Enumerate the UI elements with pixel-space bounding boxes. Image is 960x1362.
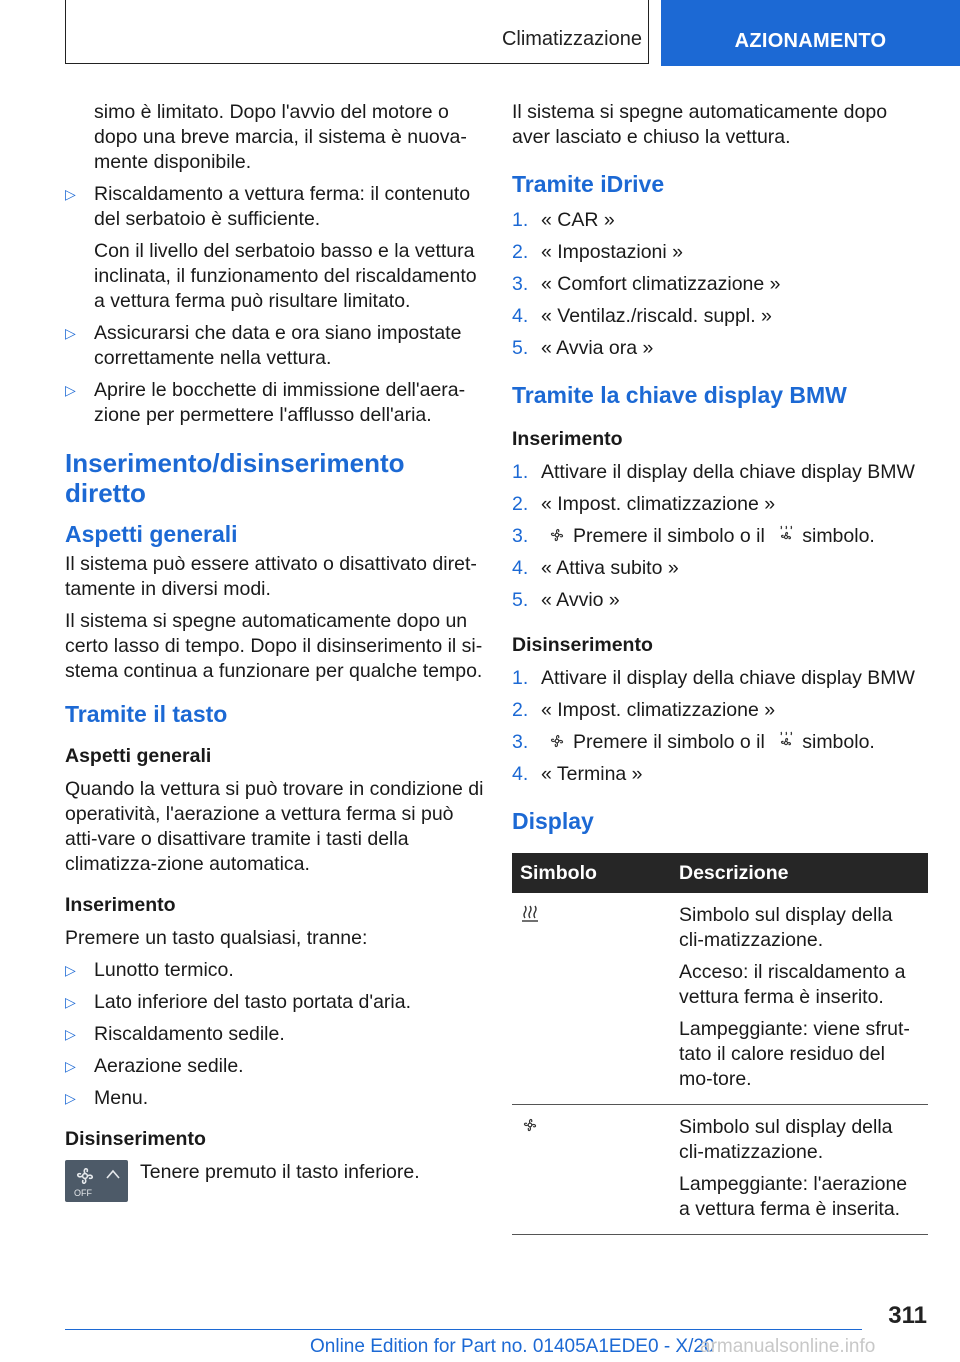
fan-icon [547,525,567,545]
section-title: Climatizzazione [501,28,642,50]
description-cell: Simbolo sul display della cli-matizzazione. Lampeggiante: l'aerazione a vettura ferma è inserita. [671,1105,928,1235]
list-item: ▷ Menu. [65,1087,149,1109]
symbol-cell [512,1105,671,1235]
list-item: 1. Attivare il display della chiave display BMW [512,667,915,689]
list-item: 2. « Impost. climatizzazione » [512,699,776,721]
off-key-row [65,1160,485,1202]
bullet-continuation: Con il livello del serbatoio basso e la vettura inclinata, il funzionamento del riscaldamento a vettura ferma può risultare limitato. [94,240,477,312]
triangle-bullet-icon: ▷ [65,994,76,1010]
list-item: 5. « Avvia ora » [512,337,654,359]
table-row [512,893,928,1105]
minor-heading: Disinserimento [512,634,653,656]
table-header-row [512,853,928,893]
description-cell: Simbolo sul display della cli-matizzazione. Acceso: il riscaldamento a vettura ferma è inserito. Lampeggiante: viene sfrut-tato il calore residuo del mo-tore. [671,893,928,1105]
paragraph: Il sistema si spegne automaticamente dopo un certo lasso di tempo. Dopo il disinserimento il si-stema continua a funzionare per qualche tempo. [65,610,483,682]
table-row [512,1105,928,1235]
paragraph: Il sistema può essere attivato o disattivato diret-tamente in diversi modi. [65,553,477,600]
paragraph: Premere un tasto qualsiasi, tranne: [65,927,368,949]
column-header: Descrizione [671,853,928,893]
list-item: ▷ Riscaldamento sedile. [65,1023,285,1045]
edition-text: Online Edition for Part no. 01405A1EDE0 - X/20 [310,1336,715,1357]
subsection-heading: Aspetti generali [65,521,238,547]
heat-fan-icon [776,525,796,545]
page-number: 311 [888,1302,927,1329]
list-item: 3. « Comfort climatizzazione » [512,273,781,295]
column-header: Simbolo [512,853,671,893]
symbol-cell [512,893,671,1105]
triangle-bullet-icon: ▷ [65,1058,76,1074]
left-column [65,100,485,1202]
triangle-bullet-icon: ▷ [65,962,76,978]
triangle-bullet-icon: ▷ [65,1090,76,1106]
fan-icon [520,1115,540,1135]
list-item: ▷ Lato inferiore del tasto portata d'aria. [65,991,411,1013]
triangle-bullet-icon: ▷ [65,1026,76,1042]
chapter-tab[interactable]: AZIONAMENTO [661,0,960,66]
section-heading: Inserimento/disinserimento diretto [65,448,405,508]
list-item: 4. « Termina » [512,763,643,785]
list-item: 1. « CAR » [512,209,615,231]
list-item: 4. « Attiva subito » [512,557,679,579]
subsection-heading: Display [512,808,594,834]
list-item: 2. « Impostazioni » [512,241,683,263]
list-item: 3. Premere il simbolo o il simbolo. [512,525,875,547]
subsection-heading: Tramite la chiave display BMW [512,382,847,408]
page-header [0,0,960,66]
intro-text: simo è limitato. Dopo l'avvio del motore o dopo una breve marcia, il sistema è nuova-mente disponibile. [94,101,467,173]
minor-heading: Aspetti generali [65,745,212,767]
minor-heading: Disinserimento [65,1128,206,1150]
list-item: 4. « Ventilaz./riscald. suppl. » [512,305,772,327]
triangle-bullet-icon: ▷ [65,186,76,202]
hold-key-text: Tenere premuto il tasto inferiore. [140,1161,420,1183]
watermark: armanualsonline.info [700,1336,876,1357]
list-item: 5. « Avvio » [512,589,620,611]
right-column [512,100,928,1235]
heating-waves-icon [520,903,540,923]
list-item: ▷ Assicurarsi che data e ora siano impostate correttamente nella vettura. [65,322,462,369]
triangle-bullet-icon: ▷ [65,382,76,398]
subsection-heading: Tramite iDrive [512,171,665,197]
paragraph: Il sistema si spegne automaticamente dopo aver lasciato e chiuso la vettura. [512,101,888,148]
list-item: ▷ Aerazione sedile. [65,1055,244,1077]
fan-icon [547,731,567,751]
symbol-table [512,853,928,1235]
list-item: ▷ Lunotto termico. [65,959,234,981]
heat-fan-icon [776,731,796,751]
fan-off-key-image [65,1160,128,1202]
fan-off-key-icon [65,1160,128,1202]
list-item: ▷ Riscaldamento a vettura ferma: il contenuto del serbatoio è sufficiente. [65,183,471,230]
minor-heading: Inserimento [65,894,176,916]
list-item: 3. Premere il simbolo o il simbolo. [512,731,875,753]
footer-divider [65,1329,862,1330]
triangle-bullet-icon: ▷ [65,325,76,341]
list-item: ▷ Aprire le bocchette di immissione dell'aera-zione per permettere l'afflusso dell'aria. [65,379,466,426]
minor-heading: Inserimento [512,428,623,450]
subsection-heading: Tramite il tasto [65,701,228,727]
list-item: 2. « Impost. climatizzazione » [512,493,776,515]
list-item: 1. Attivare il display della chiave display BMW [512,461,915,483]
svg-text:OFF: OFF [74,1188,92,1198]
paragraph: Quando la vettura si può trovare in condizione di operatività, l'aerazione a vettura ferma si può atti-vare o disattivare tramite i tasti della climatizza-zione automatica. [65,778,484,875]
